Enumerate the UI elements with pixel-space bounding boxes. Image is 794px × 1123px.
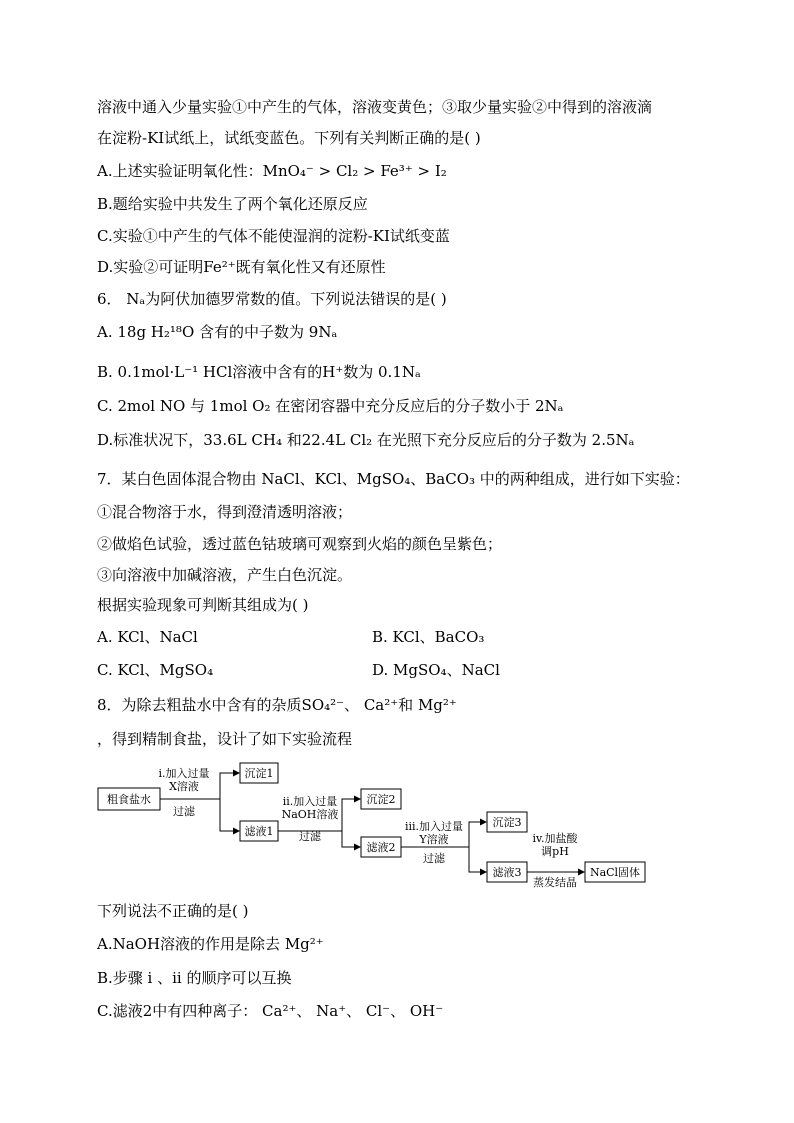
question-6-option-a: A. 18g H₂¹⁸O 含有的中子数为 9Nₐ: [97, 323, 338, 341]
step3-filter: 过滤: [423, 852, 445, 865]
question-6-option-c: C. 2mol NO 与 1mol O₂ 在密闭容器中充分反应后的分子数小于 2Nₐ: [97, 397, 564, 415]
flow-arrow: [220, 799, 239, 831]
precipitate-2-label: 沉淀2: [366, 793, 396, 806]
step1-reagent: X溶液: [169, 780, 199, 793]
question-8-prompt: 下列说法不正确的是( ): [97, 902, 249, 920]
question-5-option-c: C.实验①中产生的气体不能使湿润的淀粉-KI试纸变蓝: [97, 227, 450, 245]
step4-text: iv.加盐酸: [532, 832, 578, 845]
flow-arrow: [342, 831, 360, 847]
question-5-option-d: D.实验②可证明Fe²⁺既有氧化性又有还原性: [97, 258, 386, 276]
flow-arrow: [342, 799, 360, 831]
question-8-option-a: A.NaOH溶液的作用是除去 Mg²⁺: [97, 935, 324, 953]
step4-adjust: 调pH: [541, 845, 569, 858]
start-label: 粗食盐水: [107, 793, 151, 806]
flow-arrow: [469, 822, 486, 847]
question-5-option-a: A.上述实验证明氧化性：MnO₄⁻ > Cl₂ > Fe³⁺ > I₂: [97, 162, 447, 180]
question-7-option-b: B. KCl、BaCO₃: [372, 628, 485, 646]
question-6-option-d: D.标准状况下，33.6L CH₄ 和22.4L Cl₂ 在光照下充分反应后的分子数为 2.5Nₐ: [97, 431, 635, 449]
step1-filter: 过滤: [173, 805, 195, 818]
flow-arrow: [220, 773, 239, 799]
filtrate-3-label: 滤液3: [492, 866, 522, 879]
purification-flow-diagram: [94, 760, 684, 890]
question-7-step-1: ①混合物溶于水，得到澄清透明溶液；: [97, 503, 353, 521]
step1-text: i.加入过量: [158, 767, 210, 780]
question-8-option-b: B.步骤 i 、ii 的顺序可以互换: [97, 969, 292, 987]
step2-text: ii.加入过量: [282, 795, 338, 808]
step4-evaporate: 蒸发结晶: [533, 876, 577, 889]
flow-arrow: [469, 847, 486, 872]
precipitate-3-label: 沉淀3: [492, 816, 522, 829]
question-8-option-c: C.滤液2中有四种离子： Ca²⁺、 Na⁺、 Cl⁻、 OH⁻: [97, 1002, 444, 1020]
precipitate-1-label: 沉淀1: [244, 767, 274, 780]
question-7-option-d: D. MgSO₄、NaCl: [372, 661, 500, 679]
step3-reagent: Y溶液: [419, 833, 449, 846]
step2-filter: 过滤: [299, 830, 321, 843]
step2-reagent: NaOH溶液: [281, 808, 339, 821]
question-5-option-b: B.题给实验中共发生了两个氧化还原反应: [97, 195, 368, 213]
question-8-stem: 8．为除去粗盐水中含有的杂质SO₄²⁻、 Ca²⁺和 Mg²⁺: [97, 696, 457, 714]
question-5-continuation: 溶液中通入少量实验①中产生的气体，溶液变黄色；③取少量实验②中得到的溶液滴: [97, 98, 653, 116]
question-5-stem: 在淀粉-KI试纸上，试纸变蓝色。下列有关判断正确的是( ): [97, 129, 481, 147]
question-7-stem: 7．某白色固体混合物由 NaCl、KCl、MgSO₄、BaCO₃ 中的两种组成，进行如下实验：: [97, 470, 690, 488]
question-7-step-2: ②做焰色试验，透过蓝色钴玻璃可观察到火焰的颜色呈紫色；: [97, 535, 503, 553]
question-6-stem: 6． Nₐ为阿伏加德罗常数的值。下列说法错误的是( ): [97, 290, 447, 308]
question-7-prompt: 根据实验现象可判断其组成为( ): [97, 596, 309, 614]
step3-text: iii.加入过量: [404, 820, 464, 833]
product-label: NaCl固体: [589, 866, 641, 879]
filtrate-2-label: 滤液2: [366, 841, 396, 854]
question-8-stem-continuation: ，得到精制食盐，设计了如下实验流程: [97, 730, 353, 748]
filtrate-1-label: 滤液1: [244, 825, 274, 838]
question-7-step-3: ③向溶液中加碱溶液，产生白色沉淀。: [97, 566, 353, 584]
question-7-option-a: A. KCl、NaCl: [97, 628, 198, 646]
question-7-option-c: C. KCl、MgSO₄: [97, 661, 214, 679]
question-6-option-b: B. 0.1mol·L⁻¹ HCl溶液中含有的H⁺数为 0.1Nₐ: [97, 363, 421, 381]
